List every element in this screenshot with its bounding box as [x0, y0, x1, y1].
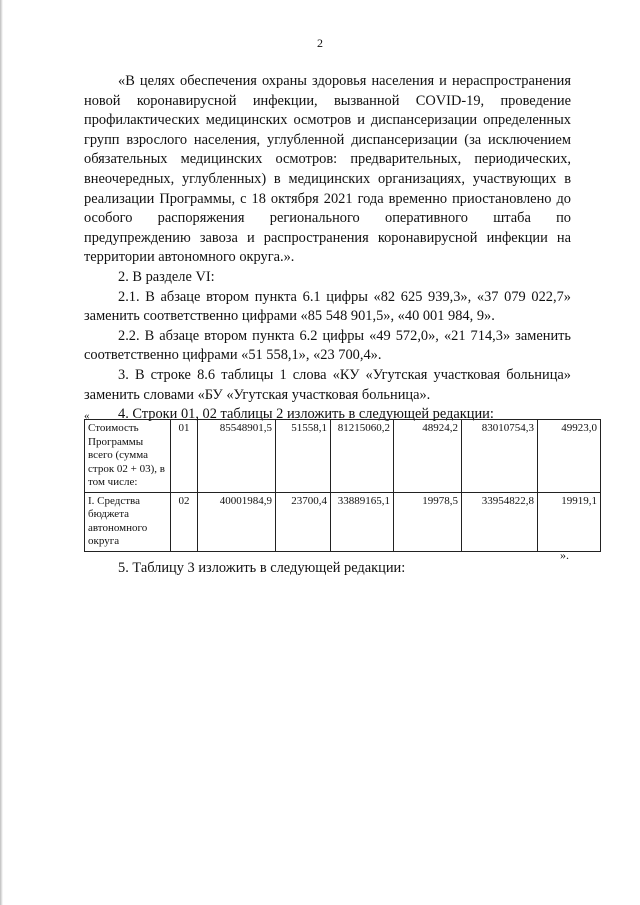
- cell-value: 85548901,5: [198, 420, 276, 493]
- paragraph-3: 3. В строке 8.6 таблицы 1 слова «КУ «Угутская участковая больница» заменить словами «БУ «Угутская участковая больница».: [84, 366, 571, 403]
- row-code: 02: [171, 492, 198, 551]
- cell-value: 81215060,2: [331, 420, 394, 493]
- paragraph-5: 5. Таблицу 3 изложить в следующей редакции:: [118, 560, 406, 576]
- table-row: [85, 492, 601, 551]
- body-text: [84, 72, 571, 425]
- cell-value: 19978,5: [394, 492, 462, 551]
- cell-value: 40001984,9: [198, 492, 276, 551]
- cell-value: 83010754,3: [462, 420, 538, 493]
- paragraph-covid: «В целях обеспечения охраны здоровья населения и нераспространения новой коронавирусной инфекции, вызванной COVID-19, проведение профилактических медицинских осмотров и диспансеризации определенных групп взрослого населения, углубленной диспансеризации (за исключением обязательных медицинских осмотров: предварительных, периодических, внеочередных, углубленных) в медицинских организациях, участвующих в реализации Программы, с 18 октября 2021 года временно приостановлено до особого распоряжения регионального оперативного штаба по предупреждению завоза и распространения коронавирусной инфекции на территории автономного округа.».: [84, 73, 571, 266]
- cell-value: 33954822,8: [462, 492, 538, 551]
- cell-value: 49923,0: [538, 420, 601, 493]
- page-number: 2: [317, 36, 323, 50]
- row-name: I. Средства бюджета автономного округа: [85, 492, 171, 551]
- table-row: [85, 420, 601, 493]
- scan-edge: [0, 0, 3, 905]
- cell-value: 51558,1: [276, 420, 331, 493]
- paragraph-2-1: 2.1. В абзаце втором пункта 6.1 цифры «82 625 939,3», «37 079 022,7» заменить соответственно цифрами «85 548 901,5», «40 001 984, 9».: [84, 288, 571, 325]
- paragraph-section-vi: 2. В разделе VI:: [118, 268, 215, 285]
- paragraph-4: 4. Строки 01, 02 таблицы 2 изложить в следующей редакции:: [118, 406, 494, 423]
- cell-value: 48924,2: [394, 420, 462, 493]
- quote-open-mark: «: [84, 410, 90, 422]
- cell-value: 33889165,1: [331, 492, 394, 551]
- cell-value: 19919,1: [538, 492, 601, 551]
- cell-value: 23700,4: [276, 492, 331, 551]
- paragraph-2-2: 2.2. В абзаце втором пункта 6.2 цифры «49 572,0», «21 714,3» заменить соответственно цифрами «51 558,1», «23 700,4».: [84, 327, 571, 364]
- quote-close-mark: ».: [560, 548, 569, 562]
- row-code: 01: [171, 420, 198, 493]
- table-2-excerpt: [84, 419, 601, 552]
- row-name: Стоимость Программы всего (сумма строк 02 + 03), в том числе:: [85, 420, 171, 493]
